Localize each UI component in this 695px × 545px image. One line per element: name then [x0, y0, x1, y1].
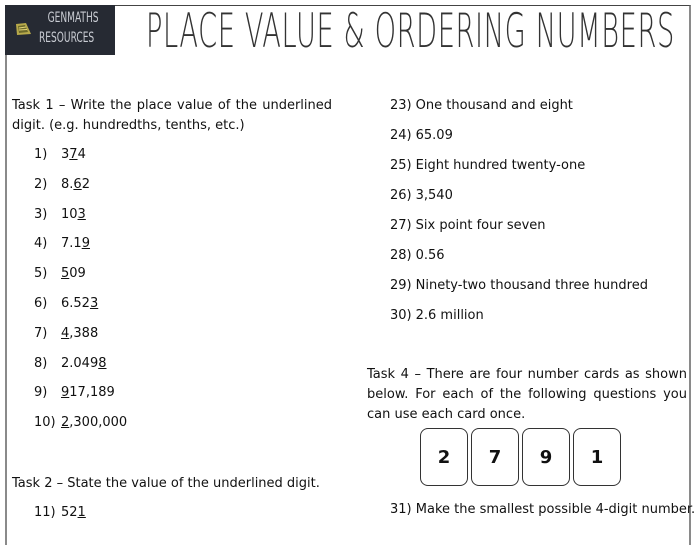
underlined-digit: 6 — [73, 176, 82, 192]
task-2-heading: Task 2 – State the value of the underlined digit. — [12, 476, 320, 491]
question-text: 2.6 million — [415, 308, 484, 323]
question-value — [61, 356, 107, 371]
task-4-heading: Task 4 – There are four number cards as shown below. For each of the following questions you can use each card once. — [367, 367, 687, 422]
question-number: 11) — [34, 505, 56, 520]
question-text: 65.09 — [415, 128, 453, 143]
question-text: Six point four seven — [415, 218, 546, 233]
question-number: 26) — [390, 188, 412, 203]
question-number: 3) — [34, 206, 48, 222]
question-number: 23) — [390, 98, 412, 113]
question-row — [34, 415, 127, 431]
question-row — [34, 505, 86, 521]
underlined-digit: 8 — [98, 355, 107, 371]
digits-before: 52 — [61, 505, 78, 520]
logo-line-1: GENMATHS — [47, 10, 99, 26]
question-number: 8) — [34, 355, 48, 371]
question-value — [61, 415, 127, 430]
question-row — [390, 218, 546, 234]
page-title: PLACE VALUE & ORDERING NUMBERS — [146, 4, 675, 59]
question-text: Ninety-two thousand three hundred — [415, 278, 648, 293]
question-row — [34, 296, 98, 312]
question-value — [61, 236, 90, 251]
question-row — [34, 326, 98, 342]
question-value — [61, 296, 98, 311]
question-number: 1) — [34, 147, 48, 162]
underlined-digit: 2 — [61, 415, 70, 431]
question-value — [61, 385, 115, 400]
question-number: 4) — [34, 236, 48, 252]
question-row — [390, 188, 453, 204]
number-cards — [420, 428, 621, 486]
number-card: 7 — [471, 428, 519, 486]
digits-before: 2.049 — [61, 355, 99, 371]
number-card: 9 — [522, 428, 570, 486]
underlined-digit: 3 — [89, 296, 99, 311]
underlined-digit: 4 — [61, 325, 70, 341]
question-number: 10) — [34, 415, 56, 431]
number-card: 2 — [420, 428, 468, 486]
question-number: 5) — [34, 266, 48, 282]
digits-before: 10 — [61, 206, 78, 222]
underlined-digit: 7 — [69, 147, 78, 162]
underlined-digit: 3 — [77, 206, 86, 222]
question-row — [390, 128, 453, 144]
number-card: 1 — [573, 428, 621, 486]
question-value — [61, 505, 86, 520]
question-value — [61, 147, 86, 162]
question-text: Eight hundred twenty-one — [415, 158, 586, 173]
question-number: 9) — [34, 385, 48, 401]
question-value — [61, 326, 98, 341]
digits-after: ,388 — [69, 325, 99, 341]
question-row — [34, 147, 86, 163]
question-row — [34, 177, 90, 193]
digits-before: 8. — [61, 176, 74, 192]
graduation-book-icon — [14, 22, 32, 36]
question-number: 28) — [390, 248, 412, 263]
task-1-heading: Task 1 – Write the place value of the underlined digit. (e.g. hundredths, tenths, etc.) — [12, 98, 332, 133]
question-row — [390, 308, 484, 324]
question-number: 2) — [34, 176, 48, 192]
underlined-digit: 9 — [61, 385, 70, 401]
question-value — [61, 266, 86, 281]
question-number: 25) — [390, 158, 412, 173]
digits-after: 2 — [81, 176, 90, 192]
question-row — [34, 207, 86, 223]
question-text: Make the smallest possible 4-digit number. — [415, 502, 695, 517]
question-number: 27) — [390, 218, 412, 233]
digits-before: 7.1 — [61, 236, 82, 252]
underlined-digit: 5 — [61, 266, 70, 282]
question-row — [390, 158, 585, 174]
question-number: 31) — [390, 502, 412, 517]
question-number: 30) — [390, 308, 412, 323]
question-text: 3,540 — [415, 188, 453, 203]
question-row — [390, 98, 573, 114]
question-row — [34, 236, 90, 252]
question-text: One thousand and eight — [415, 98, 573, 113]
digits-after: 4 — [77, 147, 86, 162]
question-number: 24) — [390, 128, 412, 143]
digits-after: 09 — [69, 266, 86, 282]
question-value — [61, 207, 86, 222]
question-number: 7) — [34, 325, 48, 341]
logo — [5, 5, 115, 55]
question-row — [390, 248, 445, 264]
question-text: 0.56 — [415, 248, 445, 263]
question-row — [34, 385, 115, 401]
logo-text — [39, 8, 99, 48]
question-number: 6) — [34, 296, 48, 311]
underlined-digit: 1 — [77, 505, 86, 520]
underlined-digit: 9 — [81, 236, 90, 252]
digits-before: 3 — [61, 147, 70, 162]
question-row — [390, 278, 648, 294]
question-value — [61, 177, 90, 192]
question-31 — [390, 502, 695, 518]
digits-after: ,300,000 — [69, 415, 128, 431]
question-row — [34, 356, 107, 372]
digits-before: 6.52 — [61, 296, 90, 311]
question-number: 29) — [390, 278, 412, 293]
digits-after: 17,189 — [69, 385, 115, 401]
question-row — [34, 266, 86, 282]
logo-line-2: RESOURCES — [39, 30, 95, 46]
